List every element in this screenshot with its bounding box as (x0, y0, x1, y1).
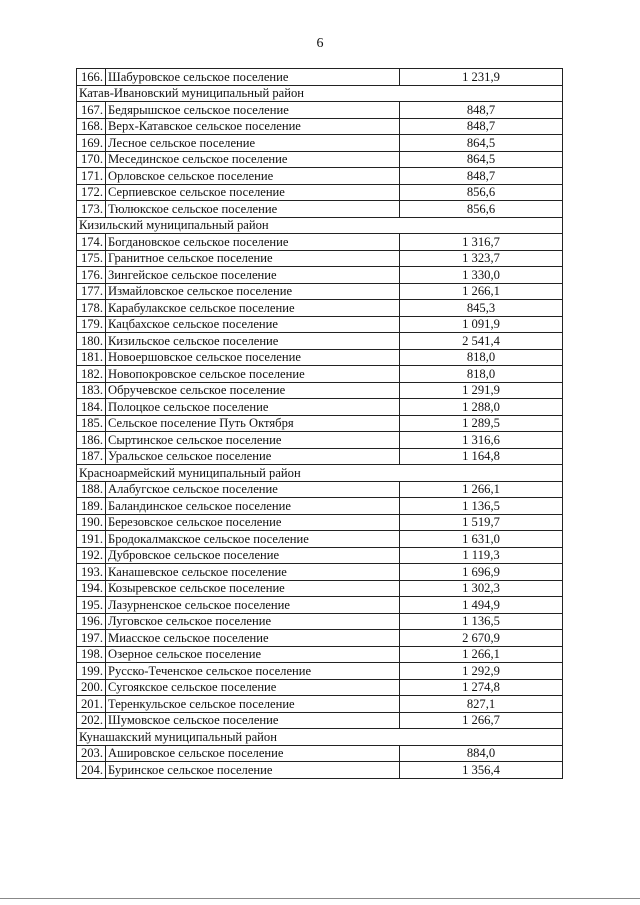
settlement-value: 848,7 (400, 102, 563, 119)
settlement-value: 1 323,7 (400, 250, 563, 267)
row-number: 172. (77, 184, 106, 201)
row-number: 169. (77, 135, 106, 152)
table-row (77, 613, 563, 630)
settlement-name: Измайловское сельское поселение (106, 283, 400, 300)
row-number: 167. (77, 102, 106, 119)
settlement-value: 848,7 (400, 168, 563, 185)
settlement-name: Буринское сельское поселение (106, 762, 400, 779)
row-number: 185. (77, 415, 106, 432)
table-row (77, 432, 563, 449)
table-row (77, 696, 563, 713)
settlement-name: Алабугское сельское поселение (106, 481, 400, 498)
row-number: 193. (77, 564, 106, 581)
settlement-name: Березовское сельское поселение (106, 514, 400, 531)
settlement-name: Шумовское сельское поселение (106, 712, 400, 729)
settlement-value: 1 316,6 (400, 432, 563, 449)
settlement-name: Лазурненское сельское поселение (106, 597, 400, 614)
settlement-name: Канашевское сельское поселение (106, 564, 400, 581)
row-number: 204. (77, 762, 106, 779)
settlement-value: 848,7 (400, 118, 563, 135)
row-number: 182. (77, 366, 106, 383)
settlement-name: Обручевское сельское поселение (106, 382, 400, 399)
settlement-value: 1 302,3 (400, 580, 563, 597)
settlement-value: 845,3 (400, 300, 563, 317)
settlement-value: 1 266,1 (400, 646, 563, 663)
table-row (77, 630, 563, 647)
table-body (77, 69, 563, 779)
table-row (77, 267, 563, 284)
settlement-value: 1 330,0 (400, 267, 563, 284)
settlement-name: Верх-Катавское сельское поселение (106, 118, 400, 135)
settlement-name: Полоцкое сельское поселение (106, 399, 400, 416)
row-number: 199. (77, 663, 106, 680)
table-row (77, 547, 563, 564)
table-row (77, 481, 563, 498)
district-name: Катав-Ивановский муниципальный район (77, 85, 563, 102)
table-row (77, 514, 563, 531)
table-row (77, 234, 563, 251)
row-number: 166. (77, 69, 106, 86)
settlement-value: 818,0 (400, 349, 563, 366)
settlement-name: Лесное сельское поселение (106, 135, 400, 152)
row-number: 179. (77, 316, 106, 333)
row-number: 189. (77, 498, 106, 515)
table-row (77, 151, 563, 168)
settlement-value: 1 091,9 (400, 316, 563, 333)
row-number: 202. (77, 712, 106, 729)
settlement-value: 1 266,1 (400, 283, 563, 300)
table-row (77, 382, 563, 399)
settlement-value: 1 494,9 (400, 597, 563, 614)
settlement-table (76, 68, 563, 779)
district-name: Кизильский муниципальный район (77, 217, 563, 234)
district-header-row (77, 465, 563, 482)
row-number: 175. (77, 250, 106, 267)
settlement-value: 884,0 (400, 745, 563, 762)
row-number: 178. (77, 300, 106, 317)
row-number: 173. (77, 201, 106, 218)
row-number: 201. (77, 696, 106, 713)
settlement-value: 1 291,9 (400, 382, 563, 399)
row-number: 190. (77, 514, 106, 531)
table-row (77, 762, 563, 779)
settlement-name: Кизильское сельское поселение (106, 333, 400, 350)
table-row (77, 366, 563, 383)
row-number: 188. (77, 481, 106, 498)
table-row (77, 564, 563, 581)
settlement-name: Шабуровское сельское поселение (106, 69, 400, 86)
table-row (77, 135, 563, 152)
settlement-value: 1 289,5 (400, 415, 563, 432)
settlement-value: 2 670,9 (400, 630, 563, 647)
settlement-name: Уральское сельское поселение (106, 448, 400, 465)
table-row (77, 415, 563, 432)
table-row (77, 283, 563, 300)
settlement-name: Месединское сельское поселение (106, 151, 400, 168)
table-row (77, 118, 563, 135)
settlement-name: Гранитное сельское поселение (106, 250, 400, 267)
row-number: 191. (77, 531, 106, 548)
page-number: 6 (316, 36, 324, 51)
table-row (77, 646, 563, 663)
settlement-name: Миасское сельское поселение (106, 630, 400, 647)
settlement-name: Луговское сельское поселение (106, 613, 400, 630)
settlement-name: Богдановское сельское поселение (106, 234, 400, 251)
row-number: 176. (77, 267, 106, 284)
table-row (77, 399, 563, 416)
settlement-value: 1 292,9 (400, 663, 563, 680)
settlement-name: Сыртинское сельское поселение (106, 432, 400, 449)
settlement-name: Кацбахское сельское поселение (106, 316, 400, 333)
settlement-name: Козыревское сельское поселение (106, 580, 400, 597)
settlement-name: Русско-Теченское сельское поселение (106, 663, 400, 680)
settlement-value: 827,1 (400, 696, 563, 713)
row-number: 174. (77, 234, 106, 251)
table-row (77, 250, 563, 267)
row-number: 180. (77, 333, 106, 350)
table-row (77, 580, 563, 597)
district-header-row (77, 217, 563, 234)
row-number: 177. (77, 283, 106, 300)
settlement-name: Тюлюкское сельское поселение (106, 201, 400, 218)
row-number: 170. (77, 151, 106, 168)
row-number: 197. (77, 630, 106, 647)
row-number: 168. (77, 118, 106, 135)
row-number: 183. (77, 382, 106, 399)
settlement-name: Серпиевское сельское поселение (106, 184, 400, 201)
table-row (77, 597, 563, 614)
table-row (77, 333, 563, 350)
settlement-value: 856,6 (400, 201, 563, 218)
table-row (77, 168, 563, 185)
settlement-value: 1 136,5 (400, 498, 563, 515)
settlement-name: Баландинское сельское поселение (106, 498, 400, 515)
page-bottom-divider (0, 898, 640, 899)
table-row (77, 531, 563, 548)
settlement-name: Дубровское сельское поселение (106, 547, 400, 564)
settlement-name: Зингейское сельское поселение (106, 267, 400, 284)
settlement-name: Бродокалмакское сельское поселение (106, 531, 400, 548)
settlement-name: Бедярышское сельское поселение (106, 102, 400, 119)
settlement-value: 1 266,1 (400, 481, 563, 498)
settlement-name: Новоершовское сельское поселение (106, 349, 400, 366)
table-row (77, 300, 563, 317)
settlement-value: 1 119,3 (400, 547, 563, 564)
table-row (77, 102, 563, 119)
row-number: 184. (77, 399, 106, 416)
district-header-row (77, 729, 563, 746)
row-number: 181. (77, 349, 106, 366)
row-number: 171. (77, 168, 106, 185)
row-number: 186. (77, 432, 106, 449)
settlement-value: 864,5 (400, 151, 563, 168)
district-name: Красноармейский муниципальный район (77, 465, 563, 482)
settlement-name: Орловское сельское поселение (106, 168, 400, 185)
row-number: 196. (77, 613, 106, 630)
settlement-value: 1 316,7 (400, 234, 563, 251)
district-header-row (77, 85, 563, 102)
settlement-value: 1 696,9 (400, 564, 563, 581)
table-row (77, 712, 563, 729)
row-number: 198. (77, 646, 106, 663)
settlement-value: 1 288,0 (400, 399, 563, 416)
row-number: 187. (77, 448, 106, 465)
table-row (77, 448, 563, 465)
settlement-name: Аширoвское сельское поселение (106, 745, 400, 762)
settlement-value: 1 266,7 (400, 712, 563, 729)
settlement-value: 818,0 (400, 366, 563, 383)
row-number: 200. (77, 679, 106, 696)
row-number: 194. (77, 580, 106, 597)
settlement-value: 1 631,0 (400, 531, 563, 548)
table-row (77, 69, 563, 86)
table-row (77, 184, 563, 201)
settlement-value: 1 164,8 (400, 448, 563, 465)
table-row (77, 679, 563, 696)
table-row (77, 201, 563, 218)
table-row (77, 349, 563, 366)
settlement-name: Новопокровское сельское поселение (106, 366, 400, 383)
row-number: 203. (77, 745, 106, 762)
settlement-value: 1 136,5 (400, 613, 563, 630)
table-row (77, 498, 563, 515)
settlement-name: Карабулакское сельское поселение (106, 300, 400, 317)
settlement-value: 856,6 (400, 184, 563, 201)
settlement-name: Озерное сельское поселение (106, 646, 400, 663)
settlement-value: 1 356,4 (400, 762, 563, 779)
district-name: Кунашакский муниципальный район (77, 729, 563, 746)
settlement-name: Теренкульское сельское поселение (106, 696, 400, 713)
settlement-value: 2 541,4 (400, 333, 563, 350)
settlement-value: 1 231,9 (400, 69, 563, 86)
table-row (77, 663, 563, 680)
table-row (77, 745, 563, 762)
settlement-value: 1 519,7 (400, 514, 563, 531)
row-number: 192. (77, 547, 106, 564)
settlement-value: 1 274,8 (400, 679, 563, 696)
settlement-name: Сугоякское сельское поселение (106, 679, 400, 696)
settlement-value: 864,5 (400, 135, 563, 152)
table-row (77, 316, 563, 333)
settlement-name: Сельское поселение Путь Октября (106, 415, 400, 432)
row-number: 195. (77, 597, 106, 614)
